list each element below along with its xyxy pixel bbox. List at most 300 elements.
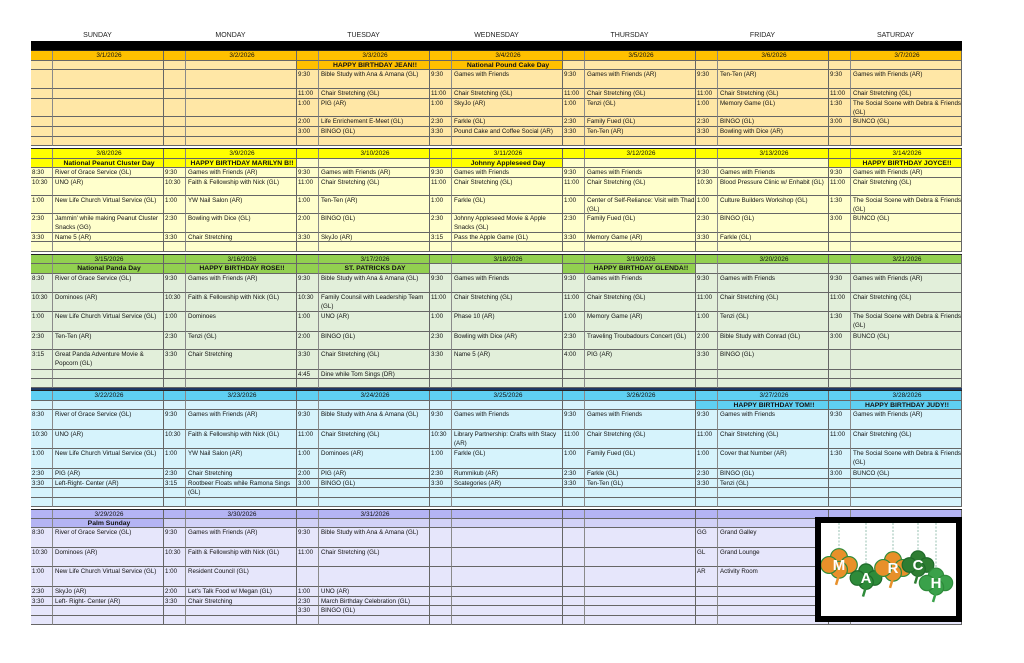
event-activity[interactable]: PIG (AR) — [319, 99, 430, 117]
event-activity[interactable]: BINGO (GL) — [319, 606, 430, 616]
special-day-banner: National Peanut Cluster Day — [53, 159, 164, 168]
event-time: 3:30 — [430, 127, 452, 137]
empty-time — [430, 548, 452, 567]
event-activity[interactable]: River of Grace Service (GL) — [53, 528, 164, 548]
event-activity[interactable]: Chair Stretching — [186, 469, 297, 479]
event-activity[interactable]: Chair Stretching (GL) — [718, 89, 829, 99]
empty-time — [563, 379, 585, 388]
event-time: 2:30 — [563, 117, 585, 127]
empty-time — [430, 379, 452, 388]
day-date[interactable]: 3/29/2026 — [53, 510, 164, 519]
event-activity[interactable]: PIG (AR) — [319, 469, 430, 479]
event-activity[interactable]: Activity Room — [718, 567, 829, 587]
event-activity[interactable]: Chair Stretching — [186, 233, 297, 242]
date-spacer — [696, 51, 718, 61]
event-time: GL — [696, 548, 718, 567]
event-time: GG — [696, 528, 718, 548]
special-spacer — [430, 519, 452, 528]
event-time: 10:30 — [164, 548, 186, 567]
day-date[interactable]: 3/30/2026 — [186, 510, 297, 519]
empty-time — [563, 488, 585, 498]
event-time: 10:30 — [31, 430, 53, 449]
empty-slot — [851, 379, 962, 388]
event-activity[interactable]: The Social Scene with Debra & Friends (GL) — [853, 197, 961, 213]
empty-time — [696, 488, 718, 498]
empty-time — [430, 597, 452, 606]
empty-slot — [186, 488, 297, 498]
event-activity[interactable]: New Life Church Virtual Service (GL) — [53, 567, 164, 587]
event-activity[interactable]: Farkle (GL) — [452, 196, 563, 214]
event-activity[interactable]: SkyJo (AR) — [452, 99, 563, 117]
event-activity[interactable]: BINGO (GL) — [718, 117, 829, 127]
special-spacer — [563, 61, 585, 70]
event-activity[interactable]: Chair Stretching (GL) — [851, 89, 962, 99]
event-activity[interactable]: Games with Friends (AR) — [851, 274, 962, 293]
event-activity[interactable]: Jammin' while making Peanut Cluster Snacks (GG) — [53, 214, 164, 233]
event-time: 3:30 — [563, 127, 585, 137]
header-divider-bar — [31, 41, 962, 50]
empty-time — [31, 488, 53, 498]
date-spacer — [164, 391, 186, 401]
event-activity[interactable]: Family Fued (GL) — [585, 449, 696, 469]
special-spacer — [430, 159, 452, 168]
event-time: 2:30 — [696, 117, 718, 127]
special-spacer — [297, 159, 319, 168]
march-letter: M — [832, 557, 846, 574]
empty-time — [164, 89, 186, 99]
event-activity[interactable]: Ten-Ten (AR) — [319, 196, 430, 214]
empty-time — [563, 242, 585, 252]
empty-slot — [718, 379, 829, 388]
day-date[interactable]: 3/3/2026 — [319, 51, 430, 61]
date-spacer — [430, 255, 452, 264]
event-activity[interactable]: River of Grace Service (GL) — [53, 168, 164, 178]
event-activity[interactable]: SkyJo (AR) — [53, 587, 164, 597]
empty-time — [430, 242, 452, 252]
event-activity[interactable]: BINGO (GL) — [319, 127, 430, 137]
event-activity[interactable]: Chair Stretching (GL) — [319, 350, 430, 370]
day-date[interactable]: 3/21/2026 — [851, 255, 962, 264]
event-time: 2:30 — [31, 214, 53, 233]
day-date[interactable] — [585, 510, 696, 519]
event-time: 3:00 — [829, 332, 851, 350]
empty-slot — [851, 233, 962, 242]
event-time: 3:30 — [563, 479, 585, 488]
event-time: 9:30 — [829, 274, 851, 293]
event-activity[interactable]: Games with Friends (AR) — [851, 168, 962, 178]
event-activity[interactable]: Ten-Ten (GL) — [585, 479, 696, 488]
weekday-friday: FRIDAY — [749, 32, 776, 39]
event-activity[interactable]: Grand Galley — [718, 528, 829, 548]
march-clover-image — [815, 517, 962, 622]
event-time: 1:30 — [829, 196, 851, 214]
event-activity[interactable]: Traveling Troubadours Concert (GL) — [585, 332, 696, 350]
event-activity[interactable]: Games with Friends (AR) — [851, 70, 962, 89]
event-activity[interactable]: Dominoes — [186, 312, 297, 332]
event-activity[interactable]: Farkle (GL) — [452, 117, 563, 127]
empty-time — [430, 606, 452, 616]
event-time: 11:00 — [696, 89, 718, 99]
event-activity[interactable]: UNO (AR) — [319, 587, 430, 597]
event-activity[interactable]: River of Grace Service (GL) — [53, 274, 164, 293]
empty-time — [164, 498, 186, 507]
march-letter: A — [860, 570, 872, 587]
event-time: 10:30 — [696, 178, 718, 196]
event-activity[interactable]: Bible Study with Conrad (GL) — [718, 332, 829, 350]
event-activity[interactable]: Bowling with Dice (AR) — [718, 127, 829, 137]
event-activity[interactable]: Chair Stretching (GL) — [452, 293, 563, 312]
event-activity[interactable]: Chair Stretching — [186, 350, 297, 370]
event-activity[interactable]: Games with Friends — [718, 410, 829, 430]
event-activity[interactable]: Bible Study with Ana & Amana (GL) — [319, 274, 430, 293]
event-activity[interactable]: BINGO (GL) — [319, 214, 430, 233]
empty-time — [164, 242, 186, 252]
special-day-banner: HAPPY BIRTHDAY JEAN!! — [319, 61, 430, 70]
event-activity[interactable]: Games with Friends — [452, 70, 563, 89]
event-activity[interactable]: Bible Study with Ana & Amana (GL) — [319, 70, 430, 89]
event-activity[interactable]: Library Partnership: Crafts with Stacy (AR) — [452, 430, 563, 449]
event-activity[interactable]: Blood Pressure Clinic w/ Enhabit (GL) — [718, 178, 829, 196]
event-activity[interactable]: Ten-Ten (AR) — [585, 127, 696, 137]
day-date[interactable]: 3/4/2026 — [452, 51, 563, 61]
event-activity[interactable]: Dine while Tom Sings (DR) — [319, 370, 430, 379]
event-activity[interactable]: Games with Friends — [452, 274, 563, 293]
date-spacer — [563, 149, 585, 159]
empty-slot — [53, 498, 164, 507]
event-activity[interactable]: UNO (AR) — [53, 430, 164, 449]
event-activity[interactable]: Games with Friends (AR) — [851, 410, 962, 430]
empty-time — [164, 616, 186, 625]
special-spacer — [31, 61, 53, 70]
event-activity[interactable]: Chair Stretching (GL) — [319, 89, 430, 99]
event-activity[interactable]: Ten-Ten (AR) — [718, 70, 829, 89]
event-activity[interactable]: Rootbeer Floats while Ramona Sings (GL) — [186, 479, 297, 488]
event-activity[interactable]: Games with Friends — [452, 168, 563, 178]
event-activity[interactable]: Left-Right- Center (AR) — [53, 479, 164, 488]
day-date[interactable]: 3/5/2026 — [585, 51, 696, 61]
day-date[interactable]: 3/20/2026 — [718, 255, 829, 264]
event-time: 9:30 — [297, 410, 319, 430]
empty-slot — [585, 498, 696, 507]
date-spacer — [829, 391, 851, 401]
empty-time — [164, 137, 186, 146]
empty-time — [829, 350, 851, 370]
special-spacer — [829, 401, 851, 410]
event-time: 3:30 — [696, 479, 718, 488]
weekday-wednesday: WEDNESDAY — [474, 32, 519, 39]
event-activity[interactable]: Chair Stretching (GL) — [585, 293, 696, 312]
event-activity[interactable]: BINGO (GL) — [718, 350, 829, 370]
special-empty — [718, 61, 829, 70]
weekday-header — [31, 30, 962, 41]
event-time: 9:30 — [563, 274, 585, 293]
event-activity[interactable]: SkyJo (AR) — [319, 233, 430, 242]
event-activity[interactable]: Memory Game (AR) — [585, 233, 696, 242]
event-activity[interactable]: UNO (AR) — [53, 178, 164, 196]
event-time: 1:00 — [31, 567, 53, 587]
event-activity[interactable]: Chair Stretching (GL) — [851, 293, 962, 312]
date-spacer — [563, 51, 585, 61]
day-date[interactable]: 3/6/2026 — [718, 51, 829, 61]
event-activity[interactable]: Dominoes (AR) — [53, 293, 164, 312]
event-activity[interactable]: Chair Stretching (GL) — [585, 430, 696, 449]
empty-slot — [452, 488, 563, 498]
event-activity[interactable]: Johnny Appleseed Movie & Apple Snacks (GL) — [452, 214, 563, 233]
event-activity[interactable]: The Social Scene with Debra & Friends (GL) — [851, 449, 962, 469]
event-time: 3:30 — [164, 350, 186, 370]
day-date[interactable]: 3/26/2026 — [585, 391, 696, 401]
day-date[interactable]: 3/2/2026 — [186, 51, 297, 61]
event-activity[interactable]: Scategories (AR) — [452, 479, 563, 488]
event-activity[interactable]: Great Panda Adventure Movie & Popcorn (GL) — [53, 350, 164, 370]
event-activity[interactable]: Memory Game (AR) — [585, 312, 696, 332]
event-activity[interactable]: Games with Friends (AR) — [186, 274, 297, 293]
event-activity[interactable]: Dominoes (AR) — [53, 548, 164, 567]
event-activity[interactable]: Culture Builders Workshop (GL) — [718, 196, 829, 214]
event-time: 1:00 — [297, 449, 319, 469]
event-time: 9:30 — [297, 70, 319, 89]
event-activity[interactable]: BUNCO (GL) — [851, 332, 962, 350]
event-activity[interactable]: Name 5 (AR) — [452, 350, 563, 370]
day-date[interactable]: 3/25/2026 — [452, 391, 563, 401]
event-time: 2:30 — [563, 469, 585, 479]
event-activity[interactable]: Grand Lounge — [718, 548, 829, 567]
event-activity[interactable]: BUNCO (GL) — [851, 214, 962, 233]
event-activity[interactable]: Family Fued (GL) — [585, 117, 696, 127]
event-time: 9:30 — [164, 410, 186, 430]
march-letter: R — [887, 560, 899, 577]
event-activity[interactable]: Ten-Ten (AR) — [53, 332, 164, 350]
event-activity[interactable]: Pass the Apple Game (GL) — [452, 233, 563, 242]
event-activity[interactable]: Life Enrichement E-Meet (GL) — [319, 117, 430, 127]
event-activity[interactable]: Bible Study with Ana & Amana (GL) — [319, 410, 430, 430]
day-date[interactable]: 3/10/2026 — [319, 149, 430, 159]
event-time: 9:30 — [829, 70, 851, 89]
empty-time — [297, 616, 319, 625]
empty-slot — [53, 127, 164, 137]
event-activity[interactable]: Farkle (GL) — [585, 469, 696, 479]
event-time: 3:30 — [696, 233, 718, 242]
empty-time — [297, 379, 319, 388]
empty-time — [696, 242, 718, 252]
event-time: 2:00 — [297, 117, 319, 127]
event-activity[interactable]: Chair Stretching (GL) — [452, 178, 563, 196]
special-empty — [319, 519, 430, 528]
event-time: 9:30 — [164, 528, 186, 548]
event-activity[interactable]: Games with Friends — [585, 410, 696, 430]
event-activity[interactable]: Bowling with Dice (AR) — [452, 332, 563, 350]
event-activity[interactable]: Games with Friends (AR) — [585, 70, 696, 89]
day-date[interactable]: 3/23/2026 — [186, 391, 297, 401]
day-date[interactable]: 3/7/2026 — [851, 51, 962, 61]
special-spacer — [696, 264, 718, 274]
event-time: 4:00 — [563, 350, 585, 370]
date-spacer — [696, 149, 718, 159]
event-activity[interactable]: BINGO (GL) — [718, 214, 829, 233]
empty-slot — [452, 597, 563, 606]
empty-time — [696, 587, 718, 597]
event-activity[interactable]: Phase 10 (AR) — [452, 312, 563, 332]
event-activity[interactable]: Rummikub (AR) — [452, 469, 563, 479]
event-activity[interactable]: Tenzi (GL) — [718, 312, 829, 332]
event-activity[interactable]: Tenzi (GL) — [718, 479, 829, 488]
event-activity[interactable]: BINGO (GL) — [319, 332, 430, 350]
event-time: 9:30 — [829, 410, 851, 430]
day-date[interactable] — [718, 510, 829, 519]
event-activity[interactable]: Bowling with Dice (GL) — [186, 214, 297, 233]
day-date[interactable]: 3/9/2026 — [186, 149, 297, 159]
event-time: 2:30 — [430, 332, 452, 350]
event-activity[interactable]: Faith & Fellowship with Nick (GL) — [186, 178, 297, 196]
event-activity[interactable]: Bible Study with Ana & Amana (GL) — [319, 528, 430, 548]
day-date[interactable]: 3/22/2026 — [53, 391, 164, 401]
event-activity[interactable]: BUNCO (GL) — [851, 469, 962, 479]
empty-time — [31, 379, 53, 388]
day-date[interactable]: 3/12/2026 — [585, 149, 696, 159]
empty-time — [297, 498, 319, 507]
week-2 — [31, 148, 962, 252]
event-activity[interactable]: Chair Stretching (GL) — [319, 178, 430, 196]
event-activity[interactable]: Chair Stretching — [186, 597, 297, 606]
day-date[interactable]: 3/18/2026 — [452, 255, 563, 264]
event-activity[interactable]: Games with Friends (AR) — [186, 410, 297, 430]
event-activity[interactable]: Resident Council (GL) — [186, 567, 297, 587]
event-activity[interactable]: Games with Friends — [585, 274, 696, 293]
event-activity[interactable]: BINGO (GL) — [718, 469, 829, 479]
event-activity[interactable]: Chair Stretching (GL) — [585, 178, 696, 196]
event-activity[interactable]: Games with Friends (AR) — [186, 168, 297, 178]
date-spacer — [563, 391, 585, 401]
event-activity[interactable]: PIG (AR) — [53, 469, 164, 479]
special-day-banner: Palm Sunday — [53, 519, 164, 528]
event-activity[interactable]: BINGO (GL) — [319, 479, 430, 488]
event-time: 3:00 — [829, 469, 851, 479]
empty-slot — [851, 479, 962, 488]
event-activity[interactable]: River of Grace Service (GL) — [53, 410, 164, 430]
event-activity[interactable]: Games with Friends (AR) — [319, 168, 430, 178]
special-empty — [585, 61, 696, 70]
event-activity[interactable]: PIG (AR) — [585, 350, 696, 370]
event-activity[interactable]: Name 5 (AR) — [53, 233, 164, 242]
day-date[interactable]: 3/8/2026 — [53, 149, 164, 159]
event-activity[interactable]: Games with Friends — [585, 168, 696, 178]
special-empty — [452, 264, 563, 274]
day-date[interactable]: 3/15/2026 — [53, 255, 164, 264]
date-spacer — [563, 510, 585, 519]
event-activity[interactable]: Chair Stretching (GL) — [851, 430, 962, 449]
event-activity[interactable]: Chair Stretching (GL) — [851, 178, 962, 196]
special-spacer — [31, 264, 53, 274]
event-activity[interactable]: New Life Church Virtual Service (GL) — [53, 196, 164, 214]
event-activity[interactable]: Tenzi (GL) — [186, 332, 297, 350]
event-activity[interactable]: Chair Stretching (GL) — [319, 430, 430, 449]
event-activity[interactable]: Family Fued (GL) — [585, 214, 696, 233]
day-date[interactable]: 3/13/2026 — [718, 149, 829, 159]
event-activity[interactable]: Chair Stretching (GL) — [452, 89, 563, 99]
day-date[interactable]: 3/19/2026 — [585, 255, 696, 264]
event-activity[interactable]: New Life Church Virtual Service (GL) — [53, 312, 164, 332]
day-date[interactable]: 3/17/2026 — [319, 255, 430, 264]
empty-slot — [718, 137, 829, 146]
event-time: 3:30 — [430, 350, 452, 370]
event-activity[interactable]: Pound Cake and Coffee Social (AR) — [452, 127, 563, 137]
date-spacer — [829, 149, 851, 159]
event-activity[interactable]: The Social Scene with Debra & Friends (GL) — [851, 312, 962, 332]
event-activity[interactable]: Chair Stretching (GL) — [718, 430, 829, 449]
event-activity[interactable]: Faith & Fellowship with Nick (GL) — [186, 430, 297, 449]
event-activity[interactable]: Farkle (GL) — [718, 233, 829, 242]
weekday-tuesday: TUESDAY — [347, 32, 380, 39]
empty-slot — [53, 117, 164, 127]
event-activity[interactable]: Chair Stretching (GL) — [718, 293, 829, 312]
special-spacer — [164, 61, 186, 70]
day-date[interactable]: 3/1/2026 — [53, 51, 164, 61]
event-activity[interactable]: Faith & Fellowship with Nick (GL) — [186, 293, 297, 312]
event-activity[interactable]: New Life Church Virtual Service (GL) — [53, 449, 164, 469]
event-activity[interactable]: Tenzi (GL) — [585, 99, 696, 117]
event-activity[interactable]: Let's Talk Food w/ Megan (GL) — [186, 587, 297, 597]
event-activity[interactable]: Chair Stretching (GL) — [585, 89, 696, 99]
day-date[interactable]: 3/28/2026 — [851, 391, 962, 401]
special-spacer — [696, 159, 718, 168]
event-activity[interactable]: YW Nail Salon (AR) — [186, 449, 297, 469]
event-activity[interactable]: Memory Game (GL) — [718, 99, 829, 117]
special-empty — [452, 401, 563, 410]
event-activity[interactable]: Farkle (GL) — [452, 449, 563, 469]
event-activity[interactable]: UNO (AR) — [319, 312, 430, 332]
special-empty — [452, 519, 563, 528]
event-activity[interactable]: Faith & Fellowship with Nick (GL) — [186, 548, 297, 567]
special-spacer — [829, 264, 851, 274]
event-activity[interactable]: March Birthday Celebration (GL) — [319, 597, 430, 606]
event-time: 1:00 — [696, 449, 718, 469]
event-activity[interactable]: Left- Right- Center (AR) — [53, 597, 164, 606]
special-empty — [319, 159, 430, 168]
event-activity[interactable]: Games with Friends (AR) — [186, 528, 297, 548]
week-1 — [31, 50, 962, 146]
empty-slot — [186, 606, 297, 616]
event-activity[interactable]: Dominoes (AR) — [319, 449, 430, 469]
event-activity[interactable]: The Social Scene with Debra & Friends (GL) — [853, 100, 961, 116]
empty-slot — [452, 498, 563, 507]
event-activity[interactable]: Games with Friends — [718, 168, 829, 178]
event-activity[interactable]: Cover that Number (AR) — [718, 449, 829, 469]
day-date[interactable]: 3/14/2026 — [851, 149, 962, 159]
special-day-banner: HAPPY BIRTHDAY JOYCE!! — [851, 159, 962, 168]
day-date[interactable]: 3/24/2026 — [319, 391, 430, 401]
special-spacer — [164, 264, 186, 274]
empty-slot — [186, 89, 297, 99]
event-activity[interactable]: Chair Stretching (GL) — [319, 548, 430, 567]
special-spacer — [164, 519, 186, 528]
day-date[interactable]: 3/27/2026 — [718, 391, 829, 401]
event-activity[interactable]: Center of Self-Reliance: Visit with Thad (GL) — [587, 197, 695, 213]
day-date[interactable]: 3/16/2026 — [186, 255, 297, 264]
event-activity[interactable]: Family Counsil with Leadership Team (GL) — [319, 293, 430, 312]
event-time: 1:00 — [696, 196, 718, 214]
day-date[interactable] — [452, 510, 563, 519]
event-activity[interactable]: BUNCO (GL) — [851, 117, 962, 127]
special-spacer — [696, 61, 718, 70]
special-spacer — [31, 401, 53, 410]
event-activity[interactable]: Games with Friends — [718, 274, 829, 293]
day-date[interactable]: 3/11/2026 — [452, 149, 563, 159]
event-time: 11:00 — [297, 430, 319, 449]
empty-slot — [452, 616, 563, 625]
event-activity[interactable]: YW Nail Salon (AR) — [186, 196, 297, 214]
day-date[interactable]: 3/31/2026 — [319, 510, 430, 519]
event-activity[interactable]: Games with Friends — [452, 410, 563, 430]
